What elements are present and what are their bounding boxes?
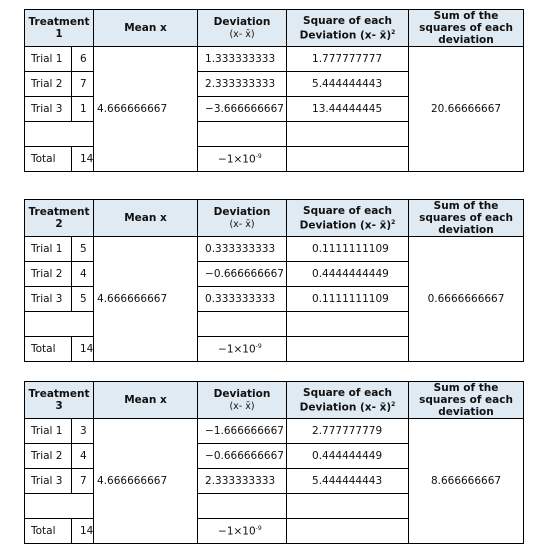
mean-value: 4.666666667	[94, 237, 198, 362]
square-header: Square of each Deviation (x- x̄)$^2$	[287, 382, 409, 419]
total-label: Total	[25, 337, 72, 362]
empty-cell	[25, 312, 94, 337]
trial-label: Trial 1	[25, 237, 72, 262]
sum-squares-value: 20.66666667	[409, 47, 524, 172]
trial-label: Trial 2	[25, 72, 72, 97]
treatment-header: Treatment 2	[25, 200, 94, 237]
trial-value: 6	[72, 47, 94, 72]
total-value: 14	[72, 337, 94, 362]
table-header-row	[25, 10, 524, 47]
trial-label: Trial 3	[25, 287, 72, 312]
square-value: 2.777777779	[287, 419, 409, 444]
deviation-value: 2.333333333	[198, 72, 287, 97]
square-value: 0.1111111109	[287, 237, 409, 262]
mean-header: Mean x	[94, 10, 198, 47]
empty-cell	[287, 494, 409, 519]
deviation-value: −3.666666667	[198, 97, 287, 122]
sum-squares-header: Sum of the squares of each deviation	[409, 200, 524, 237]
trial-value: 1	[72, 97, 94, 122]
trial-label: Trial 3	[25, 469, 72, 494]
empty-cell	[198, 122, 287, 147]
trial-label: Trial 1	[25, 47, 72, 72]
empty-cell	[198, 312, 287, 337]
treatment-table-2	[24, 199, 524, 362]
trial-value: 7	[72, 469, 94, 494]
sum-squares-value: 0.6666666667	[409, 237, 524, 362]
treatment-table-1	[24, 9, 524, 172]
total-deviation: $-1\times 10^{-9}$	[198, 147, 287, 172]
deviation-value: −0.666666667	[198, 262, 287, 287]
table-header-row	[25, 382, 524, 419]
square-value: 1.777777777	[287, 47, 409, 72]
trial-value: 4	[72, 262, 94, 287]
table-row	[25, 47, 524, 72]
empty-cell	[287, 337, 409, 362]
square-header: Square of each Deviation (x- x̄)$^2$	[287, 200, 409, 237]
empty-cell	[287, 147, 409, 172]
square-value: 13.44444445	[287, 97, 409, 122]
mean-header: Mean x	[94, 382, 198, 419]
deviation-value: 0.333333333	[198, 287, 287, 312]
trial-label: Trial 2	[25, 444, 72, 469]
square-value: 0.444444449	[287, 444, 409, 469]
empty-cell	[287, 312, 409, 337]
mean-value: 4.666666667	[94, 47, 198, 172]
treatment-header: Treatment 1	[25, 10, 94, 47]
total-deviation: $-1\times 10^{-9}$	[198, 337, 287, 362]
deviation-header: Deviation (x- x̄)	[198, 200, 287, 237]
sum-squares-header: Sum of the squares of each deviation	[409, 10, 524, 47]
table-header-row	[25, 200, 524, 237]
trial-label: Trial 3	[25, 97, 72, 122]
total-label: Total	[25, 519, 72, 544]
square-value: 0.4444444449	[287, 262, 409, 287]
trial-label: Trial 2	[25, 262, 72, 287]
total-value: 14	[72, 519, 94, 544]
empty-cell	[287, 122, 409, 147]
deviation-header: Deviation (x- x̄)	[198, 10, 287, 47]
treatment-table-3	[24, 381, 524, 544]
deviation-value: 0.333333333	[198, 237, 287, 262]
total-deviation: $-1\times 10^{-9}$	[198, 519, 287, 544]
empty-cell	[198, 494, 287, 519]
table-row	[25, 419, 524, 444]
sum-squares-value: 8.666666667	[409, 419, 524, 544]
mean-value: 4.666666667	[94, 419, 198, 544]
empty-cell	[287, 519, 409, 544]
trial-value: 5	[72, 287, 94, 312]
deviation-value: 2.333333333	[198, 469, 287, 494]
total-label: Total	[25, 147, 72, 172]
trial-value: 5	[72, 237, 94, 262]
mean-header: Mean x	[94, 200, 198, 237]
trial-value: 4	[72, 444, 94, 469]
deviation-value: 1.333333333	[198, 47, 287, 72]
sum-squares-header: Sum of the squares of each deviation	[409, 382, 524, 419]
deviation-header: Deviation (x- x̄)	[198, 382, 287, 419]
table-row	[25, 237, 524, 262]
deviation-value: −1.666666667	[198, 419, 287, 444]
square-header: Square of each Deviation (x- x̄)$^2$	[287, 10, 409, 47]
total-value: 14	[72, 147, 94, 172]
square-value: 5.444444443	[287, 469, 409, 494]
trial-value: 7	[72, 72, 94, 97]
square-value: 5.444444443	[287, 72, 409, 97]
trial-label: Trial 1	[25, 419, 72, 444]
empty-cell	[25, 122, 94, 147]
treatment-header: Treatment 3	[25, 382, 94, 419]
deviation-value: −0.666666667	[198, 444, 287, 469]
trial-value: 3	[72, 419, 94, 444]
square-value: 0.1111111109	[287, 287, 409, 312]
empty-cell	[25, 494, 94, 519]
